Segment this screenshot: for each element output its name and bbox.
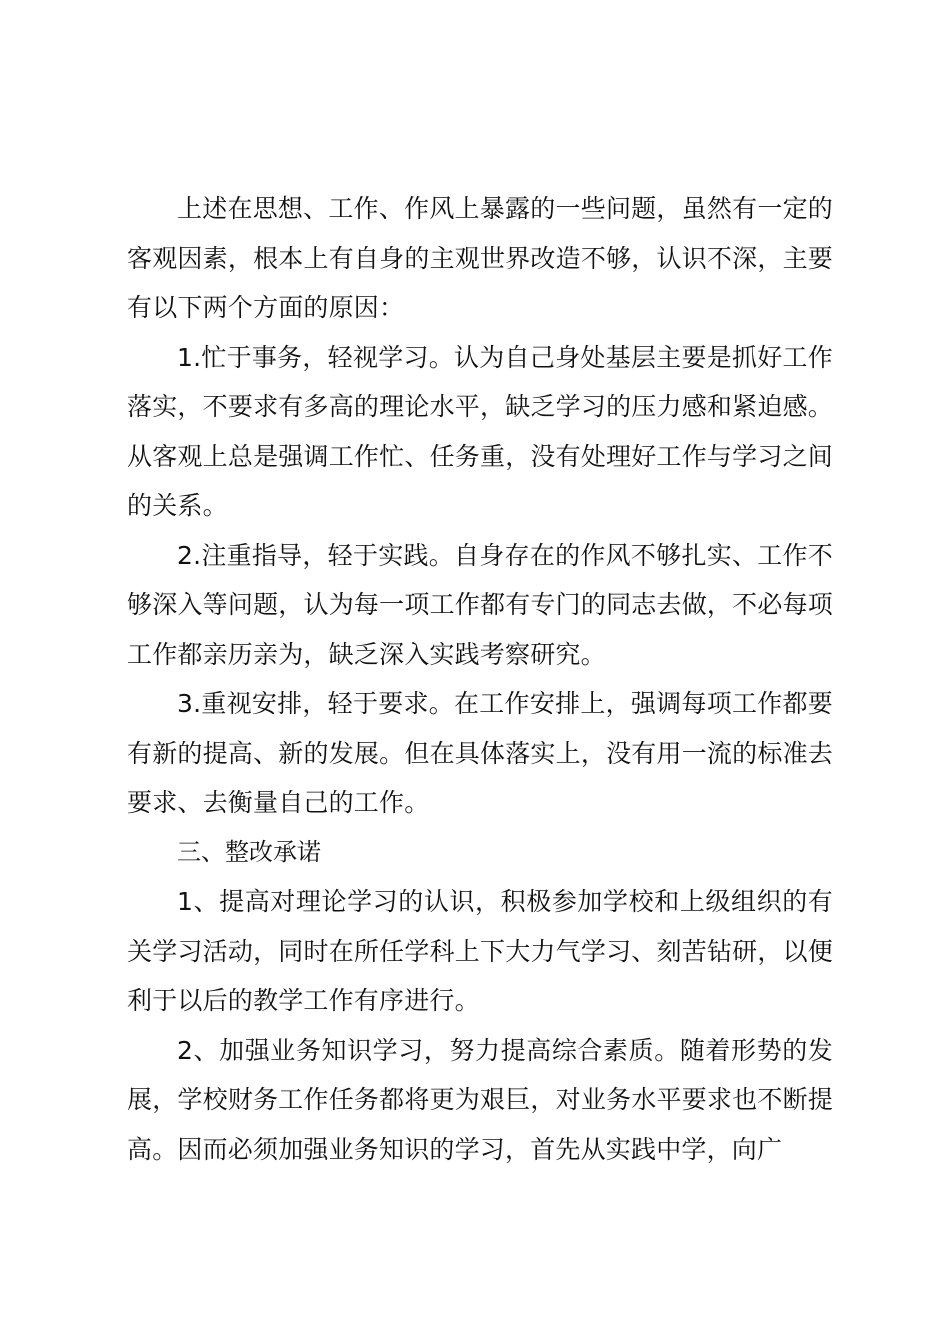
paragraph-cause-3: 3.重视安排，轻于要求。在工作安排上，强调每项工作都要有新的提高、新的发展。但在具体落实上，没有用一流的标准去要求、去衡量自己的工作。 — [127, 689, 833, 817]
section-heading: 三、整改承诺 — [177, 837, 321, 866]
document-body — [127, 184, 833, 1174]
paragraph-causes-intro: 上述在思想、工作、作风上暴露的一些问题，虽然有一定的客观因素，根本上有自身的主观世界改造不够，认识不深，主要有以下两个方面的原因： — [127, 194, 833, 322]
paragraph-cause-2: 2.注重指导，轻于实践。自身存在的作风不够扎实、工作不够深入等问题，认为每一项工作都有专门的同志去做，不必每项工作都亲历亲为，缺乏深入实践考察研究。 — [127, 540, 833, 669]
paragraph-commitment-2: 2、加强业务知识学习，努力提高综合素质。随着形势的发展，学校财务工作任务都将更为艰巨，对业务水平要求也不断提高。因而必须加强业务知识的学习，首先从实践中学，向广 — [127, 1035, 833, 1164]
paragraph-commitment-1: 1、提高对理论学习的认识，积极参加学校和上级组织的有关学习活动，同时在所任学科上下大力气学习、刻苦钻研，以便利于以后的教学工作有序进行。 — [127, 887, 833, 1015]
paragraph-cause-1: 1.忙于事务，轻视学习。认为自己身处基层主要是抓好工作落实，不要求有多高的理论水平，缺乏学习的压力感和紧迫感。从客观上总是强调工作忙、任务重，没有处理好工作与学习之间的关系。 — [127, 342, 833, 520]
